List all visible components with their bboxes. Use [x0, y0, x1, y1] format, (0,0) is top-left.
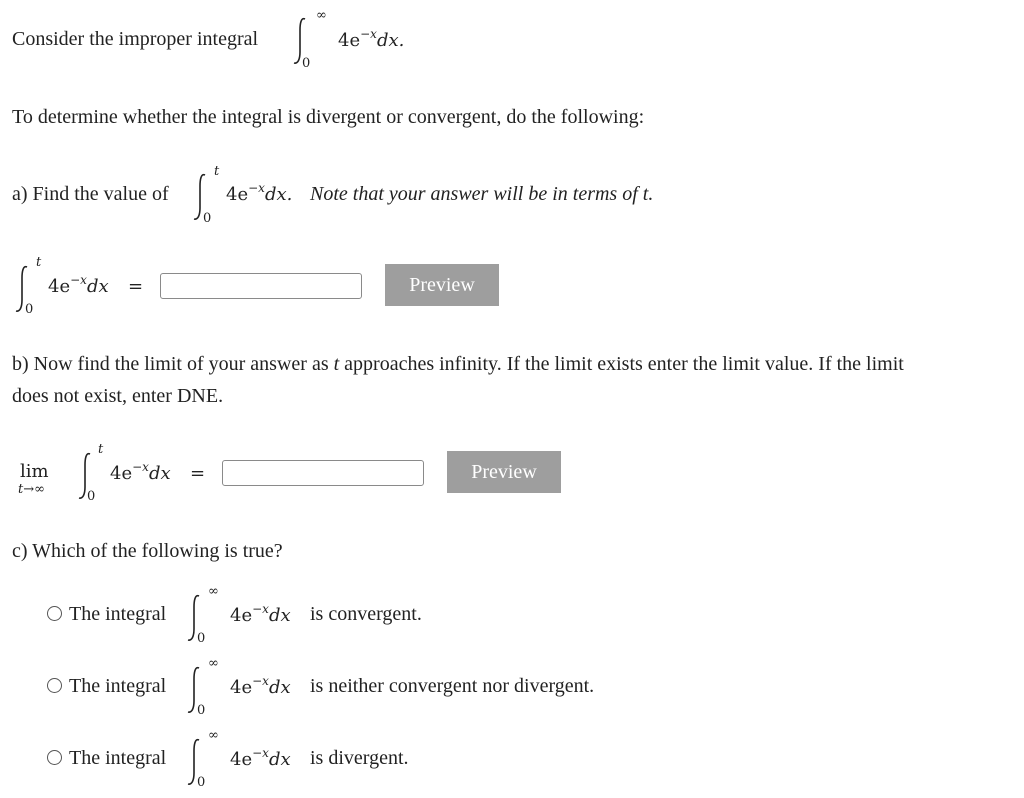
part-a-eq-lower-limit: 0 [25, 302, 34, 317]
option-divergent-radio[interactable] [47, 750, 62, 765]
part-b-upper-limit: t [98, 442, 104, 457]
intro-text [12, 28, 258, 51]
part-a-answer-input[interactable] [160, 273, 362, 299]
part-a-lower-limit: 0 [203, 211, 212, 226]
part-b-line2: does not exist, enter DNE. [12, 385, 224, 407]
option-3-integrand: $4e^{-x}dx$ [230, 746, 291, 770]
intro-integrand: $4e^{-x}dx$. [338, 27, 405, 51]
option-3-lower-limit: 0 [197, 775, 206, 790]
part-b-answer-input[interactable] [222, 460, 424, 486]
part-b-equals-sign: = [190, 463, 206, 484]
part-b-line1: b) Now find the limit of your answer as t approaches infinity. If the limit exists enter the limit value. If the limit [12, 353, 904, 375]
option-3-suffix: is divergent. [310, 747, 409, 769]
part-a-upper-limit: t [214, 164, 220, 179]
option-2-lower-limit: 0 [197, 703, 206, 718]
part-a-eq-upper-limit: t [36, 255, 42, 270]
option-neither-radio[interactable] [47, 678, 62, 693]
limit-subscript: t→∞ [18, 482, 45, 497]
intro-upper-limit: ∞ [316, 8, 327, 23]
instructions-text: To determine whether the integral is divergent or convergent, do the following: [12, 106, 645, 128]
limit-label: lim [20, 461, 49, 482]
option-3-prefix: The integral [69, 747, 167, 769]
option-1-suffix: is convergent. [310, 603, 422, 625]
option-2-integrand: $4e^{-x}dx$ [230, 674, 291, 698]
option-1-integrand: $4e^{-x}dx$ [230, 602, 291, 626]
option-1-upper-limit: ∞ [208, 584, 219, 599]
part-a-integrand: $4e^{-x}dx$. [226, 181, 293, 205]
part-b-lower-limit: 0 [87, 489, 96, 504]
part-b-preview-button[interactable]: Preview [447, 451, 561, 493]
option-3-upper-limit: ∞ [208, 728, 219, 743]
part-a-prefix: a) Find the value of [12, 183, 169, 205]
part-c-question: c) Which of the following is true? [12, 540, 283, 562]
option-convergent-radio[interactable] [47, 606, 62, 621]
intro-prefix: Consider the improper integral [12, 28, 259, 50]
option-2-prefix: The integral [69, 675, 167, 697]
part-b-integrand: $4e^{-x}dx$ [110, 460, 171, 484]
option-2-upper-limit: ∞ [208, 656, 219, 671]
part-a-eq-integrand: $4e^{-x}dx$ [48, 273, 109, 297]
option-1-lower-limit: 0 [197, 631, 206, 646]
option-1-prefix: The integral [69, 603, 167, 625]
part-a-equals-sign: = [128, 276, 144, 297]
part-a-note: Note that your answer will be in terms of t. [310, 183, 654, 205]
intro-lower-limit: 0 [302, 56, 311, 71]
part-a-preview-button[interactable]: Preview [385, 264, 499, 306]
option-2-suffix: is neither convergent nor divergent. [310, 675, 595, 697]
